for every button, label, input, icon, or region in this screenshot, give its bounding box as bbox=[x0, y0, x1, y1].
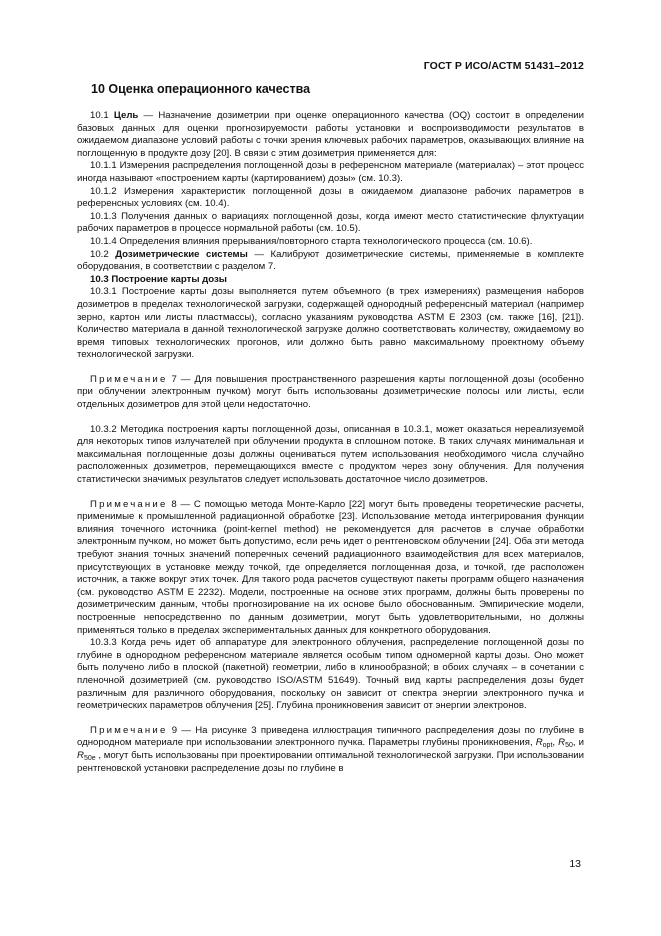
paragraph-10-2: 10.2 Дозиметрические системы — Калибруют дозиметрические системы, применяемые в комплекте оборудования, в соответствии с разделом 7. bbox=[77, 248, 584, 273]
paragraph-10-3-2: 10.3.2 Методика построения карты поглощенной дозы, описанная в 10.3.1, может оказаться нереализуемой для некоторых типов излучателей при облучении продукта в сплошном потоке. В таких случаях минимальная и максимальная поглощенные дозы должны оцениваться путем использования необходимого числа случайно расположенных дозиметров, перемещающихся вместе с продуктом через зону облучения. Для получения статистически значимых результатов следует использовать достаточное число дозиметров. bbox=[77, 423, 584, 486]
section-title: 10 Оценка операционного качества bbox=[91, 82, 311, 96]
paragraph-10-1-4: 10.1.4 Определения влияния прерывания/повторного старта технологического процесса (см. 10.6). bbox=[90, 235, 533, 247]
term-dosimetry-systems: Дозиметрические системы bbox=[115, 248, 248, 260]
note-7: Примечание 7 — Для повышения пространственного разрешения карты поглощенной дозы (особенно при облучении электронным пучком) могут быть использованы дозиметрические полосы или листы, если отдельных дозиметров для этой цели недостаточно. bbox=[77, 373, 584, 411]
paragraph-10-3-1: 10.3.1 Построение карты дозы выполняется путем объемного (в трех измерениях) размещения наборов дозиметров в пределах технологической загрузки, содержащей однородный референсный материал (например зерно, картон или листы пластмассы), согласно указаниям руководства ASTM E 2303 (см. также [16], [21]). Количество материала в данной технологической загрузке должно соответствовать количеству, ожидаемому во время типовых технологических прогонов, или должно быть равно максимальному проектному объему технологической загрузки. bbox=[77, 286, 584, 361]
paragraph-10-3-3: 10.3.3 Когда речь идет об аппаратуре для электронного облучения, распределение поглощенной дозы по глубине в однородном референсном материале является особым типом одномерной карты дозы. Оно может быть получено либо в плоской (пакетной) геометрии, либо в клинообразной; в обоих случаях – в сочетании с пленочной дозиметрией (см. руководство ISO/ASTM 51649). Точный вид карты распределения дозы будет различным для различного оборудования, поскольку он зависит от спектра энергии электронного пучка и геометрических параметров облучения [25]. Глубина проникновения зависит от энергии электронов. bbox=[77, 637, 584, 712]
paragraph-10-1: 10.1 Цель — Назначение дозиметрии при оценке операционного качества (OQ) состоит в определении базовых данных для оценки прогнозируемости работы установки и воспроизводимости результатов в ожидаемом диапазоне условий работы с точки зрения ключевых рабочих параметров, оказывающих влияние на поглощенную в продукте дозу [20]. В связи с этим дозиметрия применяется для: bbox=[77, 110, 584, 159]
paragraph-10-1-2: 10.1.2 Измерения характеристик поглощенной дозы в ожидаемом диапазоне рабочих параметров в референсных условиях (см. 10.4). bbox=[77, 185, 584, 210]
standard-header: ГОСТ Р ИСО/АСТМ 51431–2012 bbox=[423, 60, 584, 72]
page-number: 13 bbox=[569, 858, 581, 870]
paragraph-10-1-3: 10.1.3 Получения данных о вариациях поглощенной дозы, когда имеют место статистические флуктуации рабочих параметров в процессе нормальной работы (см. 10.5). bbox=[77, 210, 584, 235]
subsection-heading-10-3: 10.3 Построение карты дозы bbox=[90, 273, 227, 285]
paragraph-10-1-1: 10.1.1 Измерения распределения поглощенной дозы в референсном материале (материалах) – этот процесс иногда называют «построением карты (картированием) дозы» (см. 10.3). bbox=[77, 160, 584, 184]
body-text bbox=[77, 110, 584, 775]
term-goal: Цель bbox=[113, 110, 139, 121]
note-8: Примечание 8 — С помощью метода Монте-Карло [22] могут быть проведены теоретические расчеты, применимые к промышленной радиационной обработке [23]. Использование метода интегрирования функции влияния точечного источника (point-kernel method) не рекомендуется для расчетов в случае обработки электронным пучком, но может быть допустимо, если речь идет о рентгеновском облучении [24]. Оба эти метода требуют знания точных значений поперечных сечений радиационного взаимодействия для всех материалов, присутствующих в установке между точкой, где определяется поглощенная доза, и точкой, где расположен источник, а также вокруг этих точек. Для такого рода расчетов существуют пакеты программ общего назначения (см. руководство ASTM E 2232). Модели, построенные на основе этих программ, должны быть проверены по дозиметрическим данным, чтобы прогнозирование на их основе было обоснованным. Эмпирические модели, построенные непосредственно по данным дозиметрии, могут быть удовлетворительными, но должны применяться только в пределах экспериментальных данных для конкретного оборудования. bbox=[77, 498, 584, 636]
note-9: Примечание 9 — На рисунке 3 приведена иллюстрация типичного распределения дозы по глубине в однородном материале при использовании электронного пучка. Параметры глубины проникновения, $R_{opt}$, $R_{50}$, и $R_{50e}$ , могут быть использованы при проектировании оптимальной технологической загрузки. При использовании рентгеновской установки распределение дозы по глубине в bbox=[77, 724, 584, 774]
